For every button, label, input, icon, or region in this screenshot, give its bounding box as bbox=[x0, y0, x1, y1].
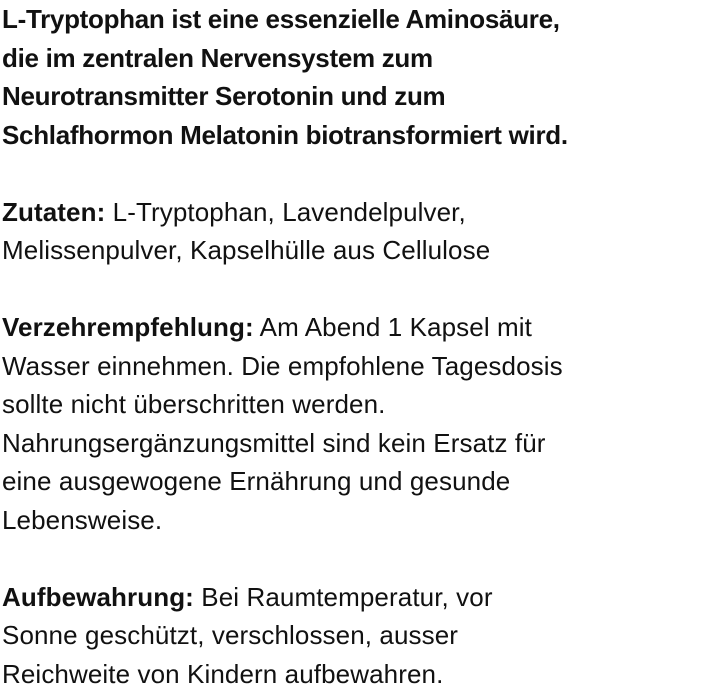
ingredients-section bbox=[2, 193, 702, 270]
storage-line: Sonne geschützt, verschlossen, ausser bbox=[2, 616, 702, 655]
storage-text: Bei Raumtemperatur, vor bbox=[194, 582, 493, 612]
dosage-recommendation-section bbox=[2, 308, 702, 539]
ingredients-line: Melissenpulver, Kapselhülle aus Cellulose bbox=[2, 231, 702, 270]
ingredients-text: L-Tryptophan, Lavendelpulver, bbox=[105, 197, 466, 227]
paragraph-spacer bbox=[2, 539, 702, 578]
intro-line: L-Tryptophan ist eine essenzielle Aminosäure, bbox=[2, 0, 702, 39]
ingredients-first-line bbox=[2, 193, 702, 232]
dosage-first-line bbox=[2, 308, 702, 347]
storage-first-line bbox=[2, 578, 702, 617]
dosage-line: Lebensweise. bbox=[2, 501, 702, 540]
intro-line: die im zentralen Nervensystem zum bbox=[2, 39, 702, 78]
product-info-text bbox=[2, 0, 702, 693]
dosage-line: Wasser einnehmen. Die empfohlene Tagesdosis bbox=[2, 347, 702, 386]
storage-line: Reichweite von Kindern aufbewahren. bbox=[2, 655, 702, 693]
intro-line: Neurotransmitter Serotonin und zum bbox=[2, 77, 702, 116]
ingredients-label: Zutaten: bbox=[2, 197, 105, 227]
dosage-line: Nahrungsergänzungsmittel sind kein Ersatz für bbox=[2, 424, 702, 463]
dosage-line: sollte nicht überschritten werden. bbox=[2, 385, 702, 424]
paragraph-spacer bbox=[2, 270, 702, 309]
intro-line: Schlafhormon Melatonin biotransformiert wird. bbox=[2, 116, 702, 155]
dosage-text: Am Abend 1 Kapsel mit bbox=[254, 312, 532, 342]
storage-label: Aufbewahrung: bbox=[2, 582, 194, 612]
dosage-line: eine ausgewogene Ernährung und gesunde bbox=[2, 462, 702, 501]
intro-paragraph bbox=[2, 0, 702, 154]
dosage-label: Verzehrempfehlung: bbox=[2, 312, 254, 342]
paragraph-spacer bbox=[2, 154, 702, 193]
